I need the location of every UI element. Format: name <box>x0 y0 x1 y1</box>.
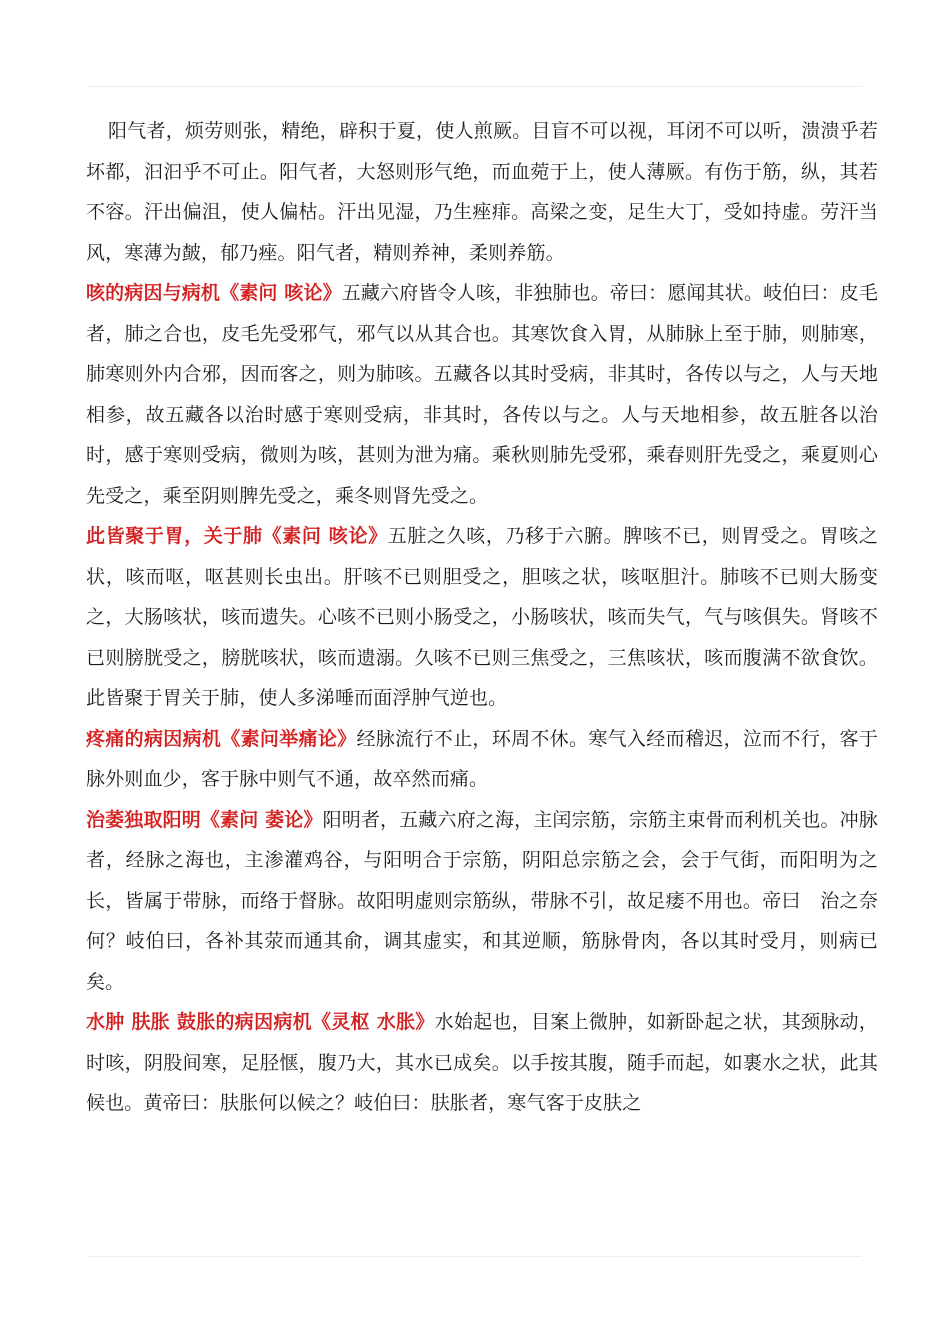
footer-rule <box>88 1256 862 1257</box>
paragraph-cough-cause <box>86 273 878 516</box>
paragraph-text: 五藏六府皆令人咳，非独肺也。帝曰：愿闻其状。岐伯曰：皮毛者，肺之合也，皮毛先受邪气，邪气以从其合也。其寒饮食入胃，从肺脉上至于肺，则肺寒，肺寒则外内合邪，因而客之，则为肺咳。五藏各以其时受病，非其时，各传以与之，人与天地相参，故五藏各以治时感于寒则受病，非其时，各传以与之。人与天地相参，故五脏各以治时，感于寒则受病，微则为咳，甚则为泄为痛。乘秋则肺先受邪，乘春则肝先受之，乘夏则心先受之，乘至阴则脾先受之，乘冬则肾先受之。 <box>86 282 879 507</box>
paragraph-pain-cause <box>86 719 878 800</box>
section-heading: 疼痛的病因病机《素问举痛论》 <box>86 727 357 750</box>
section-heading: 此皆聚于胃，关于肺《素问 咳论》 <box>86 525 388 547</box>
paragraph-yangqi <box>86 111 878 273</box>
paragraph-text: 五脏之久咳，乃移于六腑。脾咳不已，则胃受之。胃咳之状，咳而呕，呕甚则长虫出。肝咳不已则胆受之，胆咳之状，咳呕胆汁。肺咳不已则大肠变之，大肠咳状，咳而遗失。心咳不已则小肠受之，小肠咳状，咳而失气，气与咳俱失。肾咳不已则膀胱受之，膀胱咳状，咳而遗溺。久咳不已则三焦受之，三焦咳状，咳而腹满不欲食饮。此皆聚于胃关于肺，使人多涕唾而面浮肿气逆也。 <box>86 525 878 709</box>
paragraph-text: 经脉流行不止，环周不休。寒气入经而稽迟，泣而不行，客于脉外则血少，客于脉中则气不通，故卒然而痛。 <box>86 727 878 790</box>
section-heading: 水肿 肤胀 鼓胀的病因病机《灵枢 水胀》 <box>86 1011 435 1033</box>
section-heading: 治萎独取阳明《素问 萎论》 <box>86 808 323 831</box>
paragraph-text: 阳气者，烦劳则张，精绝，辟积于夏，使人煎厥。目盲不可以视，耳闭不可以听，溃溃乎若坏都，汩汩乎不可止。阳气者，大怒则形气绝，而血菀于上，使人薄厥。有伤于筋，纵，其若不容。汗出偏沮，使人偏枯。汗出见湿，乃生痤痱。高梁之变，足生大丁，受如持虚。劳汗当风，寒薄为皶，郁乃痤。阳气者，精则养神，柔则养筋。 <box>86 120 878 264</box>
paragraph-stomach-lung <box>86 516 878 719</box>
paragraph-edema-cause <box>86 1002 878 1124</box>
section-heading: 咳的病因与病机《素问 咳论》 <box>86 282 342 304</box>
document-body <box>86 111 878 1124</box>
paragraph-wei-treatment <box>86 800 878 1003</box>
paragraph-text: 阳明者，五藏六府之海，主闰宗筋，宗筋主束骨而利机关也。冲脉者，经脉之海也，主渗灌鸡谷，与阳明合于宗筋，阴阳总宗筋之会，会于气街，而阳明为之长，皆属于带脉，而络于督脉。故阳明虚则宗筋纵，带脉不引，故足痿不用也。帝曰 治之奈何？岐伯曰，各补其荥而通其俞，调其虚实，和其逆顺，筋脉骨肉，各以其时受月，则病已矣。 <box>86 808 878 993</box>
header-rule <box>88 86 862 87</box>
paragraph-text: 水始起也，目案上微肿，如新卧起之状，其颈脉动，时咳，阴股间寒，足胫惬，腹乃大，其水已成矣。以手按其腹，随手而起，如裹水之状，此其候也。黄帝曰：肤胀何以候之？岐伯曰：肤胀者，寒气客于皮肤之 <box>86 1011 878 1114</box>
